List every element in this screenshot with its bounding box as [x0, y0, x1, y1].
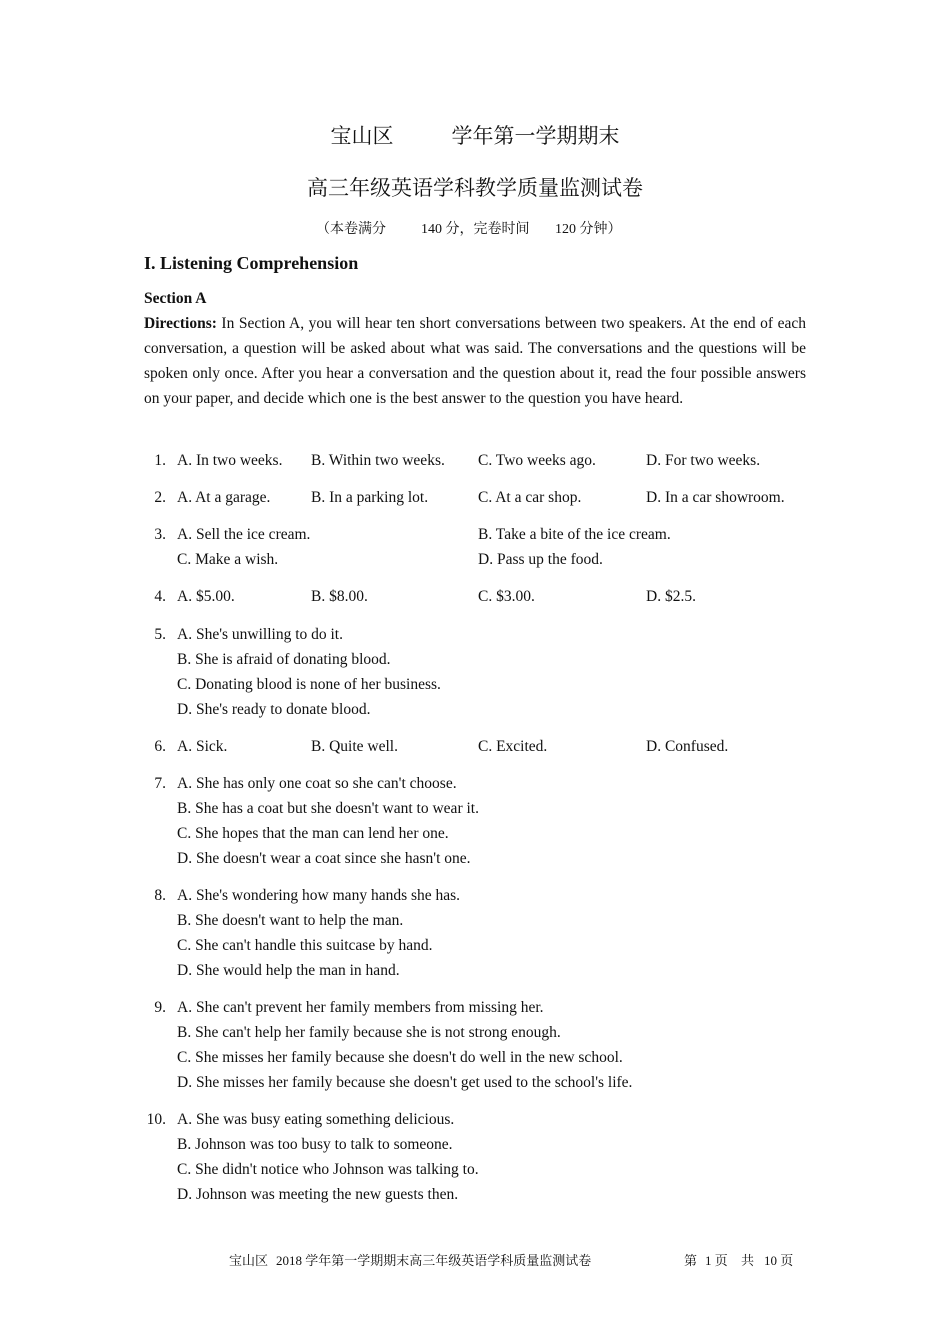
option-a: A. She was busy eating something delicious. [177, 1111, 455, 1128]
option-c: C. She hopes that the man can lend her one. [177, 825, 449, 842]
directions-label: Directions: [144, 315, 217, 332]
option-a: A. She has only one coat so she can't choose. [177, 775, 457, 792]
option-d: D. She misses her family because she doesn't get used to the school's life. [177, 1074, 633, 1091]
section-a-label: Section A [144, 290, 207, 307]
option-d: D. In a car showroom. [646, 489, 785, 506]
option-c: C. At a car shop. [478, 489, 582, 506]
question-number: 7. [154, 775, 166, 792]
title-term: 学年第一学期期末 [451, 124, 620, 148]
option-c: C. She didn't notice who Johnson was talking to. [177, 1161, 479, 1178]
footer-total-label: 共 [741, 1253, 755, 1268]
footer-total-pages: 10 页 [764, 1253, 794, 1268]
option-b: B. In a parking lot. [311, 489, 429, 506]
option-d: D. Johnson was meeting the new guests then. [177, 1186, 459, 1203]
option-d: D. For two weeks. [646, 452, 761, 469]
exam-info-part1: （本卷满分 [316, 222, 386, 237]
option-b: B. She has a coat but she doesn't want to wear it. [177, 800, 479, 817]
exam-info-part2: 140 分，完卷时间 [421, 222, 530, 237]
question-number: 8. [154, 887, 166, 904]
option-b: B. She can't help her family because she is not strong enough. [177, 1024, 561, 1041]
title-district: 宝山区 [330, 124, 394, 148]
option-c: C. Excited. [478, 738, 548, 755]
option-a: A. Sick. [177, 738, 228, 755]
option-d: D. $2.5. [646, 588, 696, 605]
directions [144, 311, 806, 411]
option-b: B. Within two weeks. [311, 452, 445, 469]
question-number: 3. [154, 526, 166, 543]
option-d: D. Pass up the food. [478, 551, 603, 568]
option-b: B. Take a bite of the ice cream. [478, 526, 671, 543]
page-title [0, 120, 950, 150]
question-number: 5. [154, 626, 166, 643]
question-number: 4. [154, 588, 166, 605]
option-a: A. She's unwilling to do it. [177, 626, 343, 643]
footer-district: 宝山区 [229, 1253, 269, 1268]
option-c: C. Two weeks ago. [478, 452, 596, 469]
question-number: 1. [154, 452, 166, 469]
option-c: C. $3.00. [478, 588, 535, 605]
question-number: 9. [154, 999, 166, 1016]
option-d: D. She's ready to donate blood. [177, 701, 371, 718]
footer-page-label: 第 [684, 1253, 698, 1268]
footer-exam-name: 2018 学年第一学期期末高三年级英语学科质量监测试卷 [276, 1253, 592, 1268]
option-c: C. Donating blood is none of her business. [177, 676, 441, 693]
option-b: B. She is afraid of donating blood. [177, 651, 391, 668]
footer-page-number: 1 页 [705, 1253, 728, 1268]
option-a: A. She can't prevent her family members from missing her. [177, 999, 544, 1016]
option-b: B. She doesn't want to help the man. [177, 912, 404, 929]
option-c: C. She misses her family because she doesn't do well in the new school. [177, 1049, 623, 1066]
option-a: A. In two weeks. [177, 452, 283, 469]
option-a: A. Sell the ice cream. [177, 526, 311, 543]
option-d: D. She would help the man in hand. [177, 962, 400, 979]
question-number: 2. [154, 489, 166, 506]
page-subtitle: 高三年级英语学科教学质量监测试卷 [307, 176, 643, 200]
option-c: C. Make a wish. [177, 551, 279, 568]
option-a: A. At a garage. [177, 489, 271, 506]
option-d: D. She doesn't wear a coat since she hasn't one. [177, 850, 471, 867]
section-heading: I. Listening Comprehension [144, 253, 359, 273]
option-d: D. Confused. [646, 738, 729, 755]
option-c: C. She can't handle this suitcase by hand. [177, 937, 433, 954]
option-b: B. $8.00. [311, 588, 368, 605]
directions-text: In Section A, you will hear ten short conversations between two speakers. At the end of each conversation, a question will be asked about what was said. The conversations and the questions will be spoken only once. After you hear a conversation and the question about it, read the four possible answers on your paper, and decide which one is the best answer to the question you have heard. [144, 315, 806, 407]
option-b: B. Johnson was too busy to talk to someone. [177, 1136, 453, 1153]
option-a: A. She's wondering how many hands she has. [177, 887, 461, 904]
question-number: 10. [146, 1111, 166, 1128]
option-a: A. $5.00. [177, 588, 235, 605]
exam-info-part3: 120 分钟） [555, 222, 622, 237]
question-number: 6. [154, 738, 166, 755]
option-b: B. Quite well. [311, 738, 398, 755]
